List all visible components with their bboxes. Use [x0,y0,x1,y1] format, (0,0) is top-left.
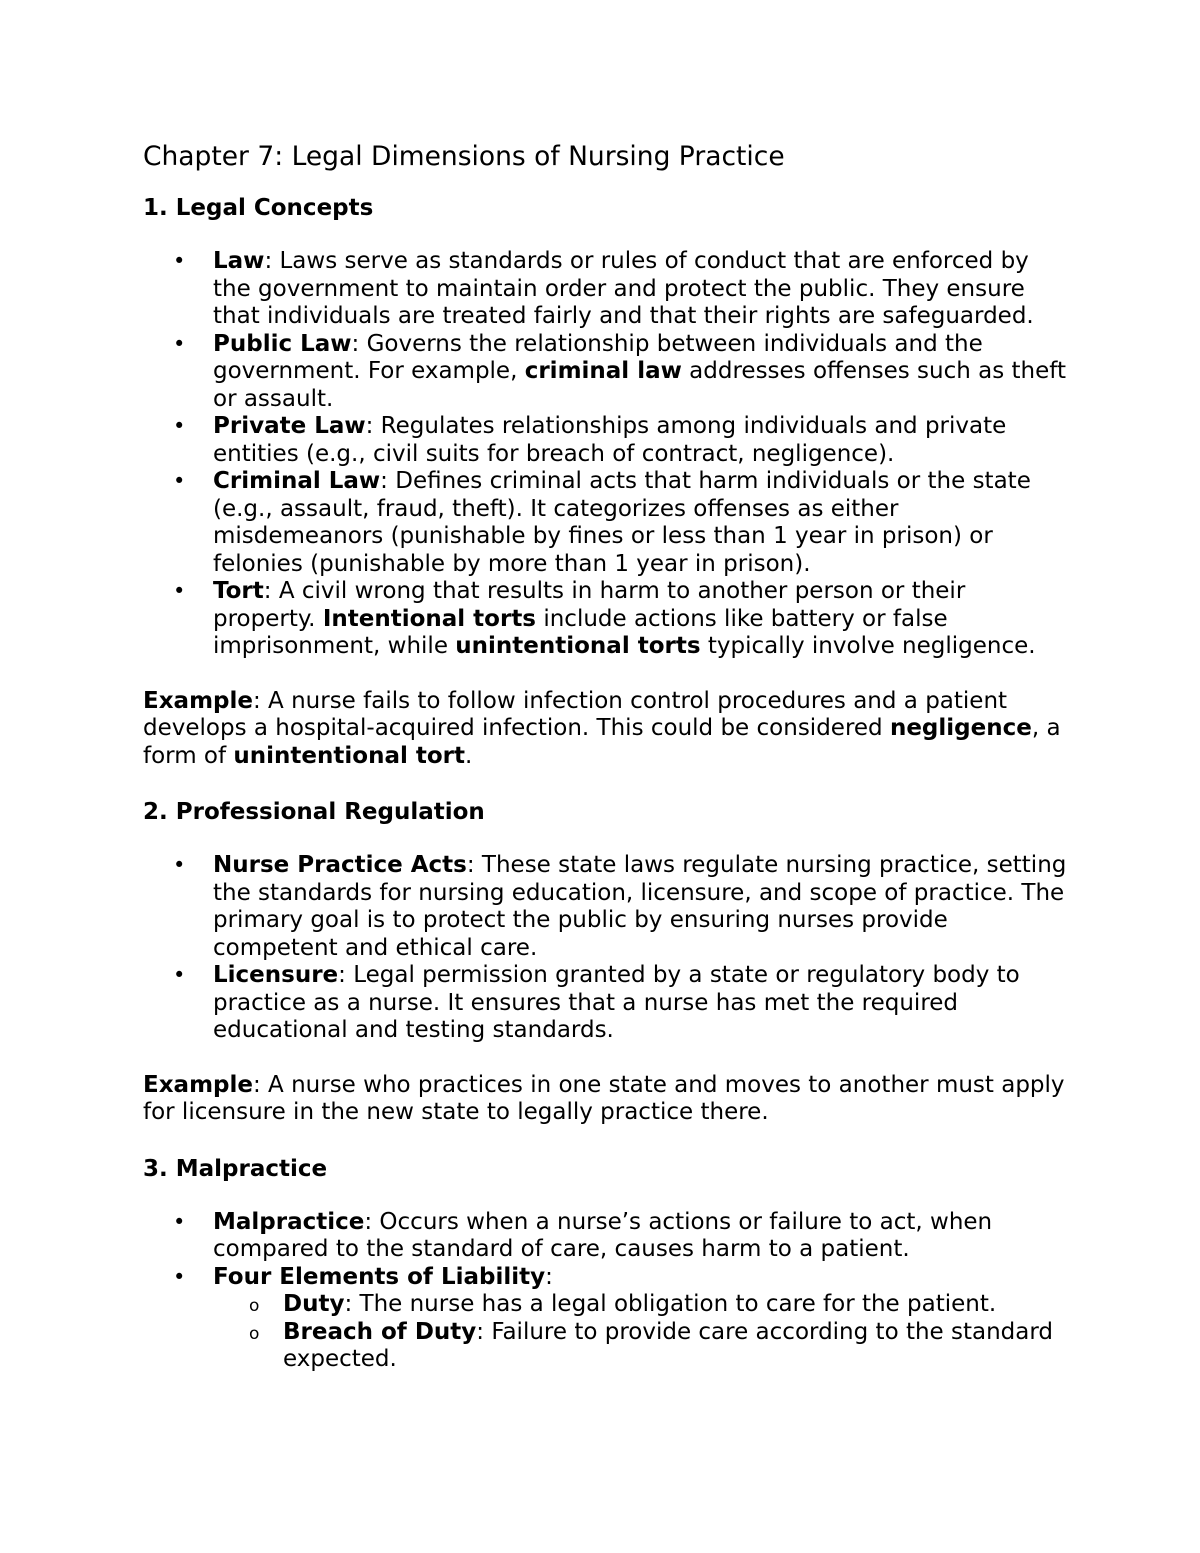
document-title: Chapter 7: Legal Dimensions of Nursing Practice [143,141,785,172]
item-term: Private Law [213,413,366,439]
list-item: • Tort: A civil wrong that results in harm to another person or their property. Intentional torts include actions like battery or false imprisonment, while unintentional torts typically involve negligence. [143,578,1073,661]
list-item: • Private Law: Regulates relationships among individuals and private entities (e.g., civil suits for breach of contract, negligence). [143,413,1073,468]
item-term: Nurse Practice Acts [213,852,467,878]
item-term: Malpractice [213,1208,365,1235]
section-heading: 3. Malpractice [143,1155,328,1182]
list-item: • Four Elements of Liability: o Duty: The nurse has a legal obligation to care for the patient. o Breach of Duty: Failure to provide care according to the standard expected. [143,1264,1073,1374]
sub-bullet-list [213,1291,1073,1374]
list-item: • Malpractice: Occurs when a nurse’s actions or failure to act, when compared to the standard of care, causes harm to a patient. [143,1209,1073,1264]
example-paragraph: Example: A nurse who practices in one state and moves to another must apply for licensure in the new state to legally practice there. [143,1071,1065,1125]
item-term: Licensure [213,962,339,988]
bullet-list [143,852,1073,1045]
item-term: Public Law [213,330,352,357]
section-malpractice [143,1154,1073,1374]
list-item: • Public Law: Governs the relationship between individuals and the government. For example, criminal law addresses offenses such as theft or assault. [143,331,1073,414]
section-heading: 2. Professional Regulation [143,799,485,825]
list-item: • Criminal Law: Defines criminal acts that harm individuals or the state (e.g., assault, fraud, theft). It categorizes offenses as either misdemeanors (punishable by fines or less than 1 year in prison) or felonies (punishable by more than 1 year in prison). [143,468,1073,578]
item-term: Law [213,248,265,274]
list-item: • Licensure: Legal permission granted by a state or regulatory body to practice as a nurse. It ensures that a nurse has met the required educational and testing standards. [143,962,1073,1045]
section-heading: 1. Legal Concepts [143,195,374,221]
item-term: Criminal Law [213,468,381,494]
sub-list-item: o Duty: The nurse has a legal obligation to care for the patient. [211,1291,1073,1319]
example-paragraph: Example: A nurse fails to follow infection control procedures and a patient develops a hospital-acquired infection. This could be considered negligence, a form of unintentional tort. [143,687,1061,769]
sub-list-item: o Breach of Duty: Failure to provide care according to the standard expected. [211,1319,1073,1374]
document-content [143,138,1073,1401]
item-term: Tort [213,578,264,604]
section-legal-concepts [143,193,1073,770]
list-item: • Nurse Practice Acts: These state laws regulate nursing practice, setting the standards for nursing education, licensure, and scope of practice. The primary goal is to protect the public by ensuring nurses provide competent and ethical care. [143,852,1073,962]
item-term: Duty [283,1291,345,1317]
bullet-list [143,1209,1073,1374]
bullet-list [143,248,1073,661]
item-term: Breach of Duty [283,1318,477,1345]
list-item: • Law: Laws serve as standards or rules of conduct that are enforced by the government to maintain order and protect the public. They ensure that individuals are treated fairly and that their rights are safeguarded. [143,248,1073,331]
section-professional-regulation [143,797,1073,1127]
item-term: Four Elements of Liability [213,1263,546,1290]
